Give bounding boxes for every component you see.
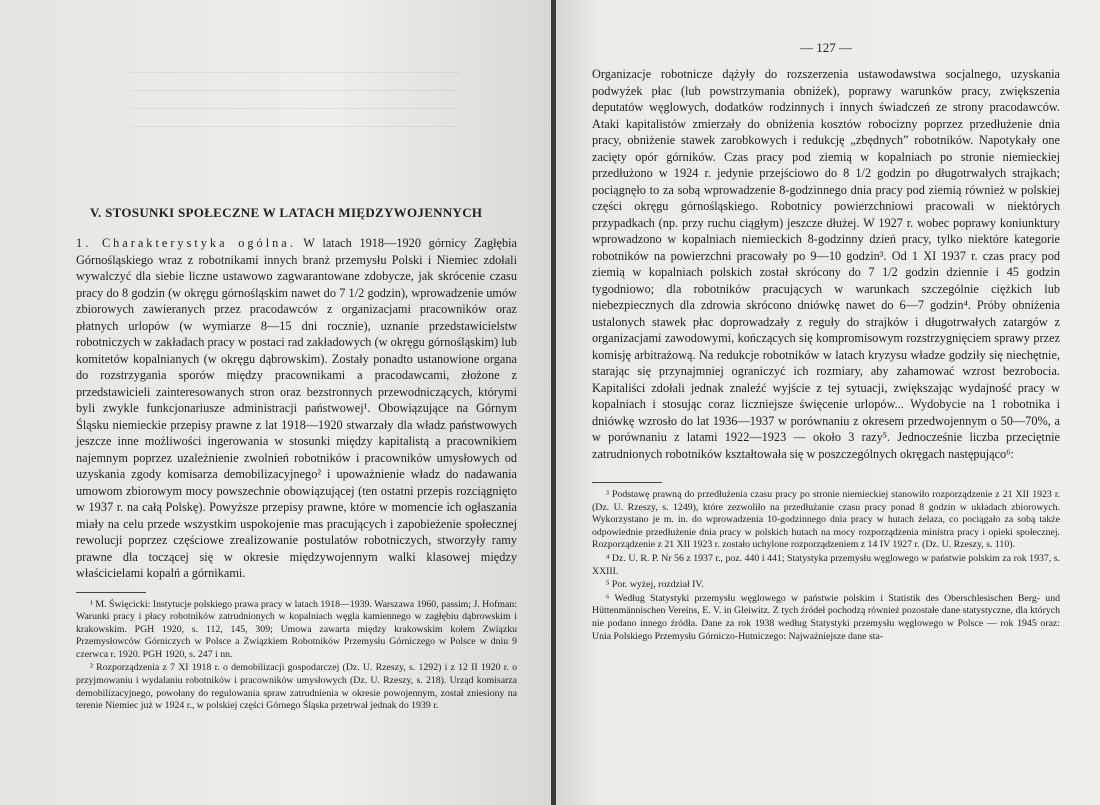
- bleed-through-text: [130, 72, 460, 132]
- left-paragraph: [76, 235, 517, 582]
- right-footnotes: [592, 489, 1060, 643]
- footnote-separator: [76, 592, 146, 593]
- left-paragraph-text: W latach 1918—1920 górnicy Zagłębia Górnośląskiego wraz z robotnikami innych branż przemysłu Polski i Niemiec zdołali wywalczyć dla siebie liczne ustawowo zagwarantowane zdobycze, jak skrócenie czasu pracy do 8 godzin (w okręgu górnośląskim nawet do 7 1/2 godzin), wprowadzenie umów zbiorowych zawieranych przez pracodawców z organizacjami pracowników oraz płatnych urlopów (w wymiarze 8—15 dni rocznie), uznanie przedstawicielstw robotniczych w zakładach pracy w postaci rad zakładowych (w okręgu górnośląskim) lub komitetów kopalnianych (w okręgu dąbrowskim). Zostały ponadto ustanowione organa do rozstrzygania sporów między pracownikami a pracodawcami, złożone z przedstawicieli zainteresowanych stron oraz bezstronnych przewodniczących, którymi byli zwykle funkcjonariusze administracji państwowej¹. Obowiązujące na Górnym Śląsku niemieckie przepisy prawne z lat 1918—1920 stwarzały dla władz państwowych jeszcze inne możliwości ingerowania w stosunki między kapitalistą a pracownikiem najemnym poprzez uzależnienie zwolnień robotników i pracowników umysłowych od uzyskania zgody komisarza demobilizacyjnego² i upoważnienie władz do nadawania umowom zbiorowym mocy powszechnie obowiązującej (ten ostatni przepis rozciągnięto w 1937 r. na całą Polskę). Powyższe przepisy prawne, które w momencie ich ogłaszania miały na celu przede wszystkim uspokojenie mas pracujących i zapobieżenie społecznej rewolucji poprzez częściowe zrealizowanie postulatów robotniczych, stworzyły ramy prawne dla toczącej się w okresie międzywojennym walki klasowej między właścicielami kopalń a górnikami.: [76, 236, 517, 580]
- section-heading: 1. Charakterystyka ogólna.: [76, 236, 296, 250]
- footnote-5: ⁵ Por. wyżej, rozdział IV.: [606, 579, 704, 591]
- footnote-1: ¹ M. Święcicki: Instytucje polskiego prawa pracy w latach 1918—1939. Warszawa 1960, passim; J. Hofman: Warunki pracy i płacy robotników zatrudnionych w kopalniach węgla kamiennego w zagłębiu dąbrowskim i krakowskim. PGH 1920, s. 112, 145, 309; Umowa zawarta między krakowskim kołem Związku Przemysłowców Górniczych w Polsce a Związkiem Robotników Przemysłu Górniczego w Polsce w dniu 9 czerwca r. 1920. PGH 1920, s. 247 i nn.: [76, 598, 517, 660]
- footnote-2: ² Rozporządzenia z 7 XI 1918 r. o demobilizacji gospodarczej (Dz. U. Rzeszy, s. 1292) i z 12 II 1920 r. o przyjmowaniu i wydalaniu robotników i pracowników umysłowych (Dz. U. Rzeszy, s. 218). Urząd komisarza demobilizacyjnego, powołany do regulowania spraw zatrudnienia w okresie powojennym, został zniesiony na terenie Niemiec już w 1924 r., w polskiej części Górnego Śląska przetrwał jednak do 1939 r.: [76, 662, 517, 712]
- footnote-3: ³ Podstawę prawną do przedłużenia czasu pracy po stronie niemieckiej stanowiło rozporządzenie z 21 XII 1923 r. (Dz. U. Rzeszy, s. 1249), które zezwoliło na przedłużanie czasu pracy ponad 8 godzin w układach zbiorowych. Wykorzystano je m. in. do wprowadzenia 10-godzinnego dnia pracy w hutach żelaza, co pociągało za sobą także odpowiednie przedłużenie dnia pracy w polskich hutach na mocy rozporządzenia ministra pracy i opieki społecznej. Rozporządzenie z 21 XII 1923 r. zostało uchylone rozporządzeniem z 14 IV 1927 r. (Dz. U. Rzeszy, s. 110).: [592, 489, 1060, 551]
- left-footnotes: [76, 599, 517, 713]
- footnote-6: ⁶ Według Statystyki przemysłu węglowego w państwie polskim i Statistik des Oberschlesischen Berg- und Hüttenmännischen Vereins, E. V. in Gleiwitz. Z tych źródeł pochodzą również pozostałe dane statystyczne, dla których nie podano innego źródła. Dane za rok 1938 według Statystyki przemysłu węglowego w Polsce — rok 1945 oraz: Unia Polskiego Przemysłu Górniczo-Hutniczego: Najważniejsze dane sta-: [592, 592, 1060, 642]
- right-page: [556, 0, 1100, 805]
- footnote-separator: [592, 482, 662, 483]
- footnote-4: ⁴ Dz. U. R. P. Nr 56 z 1937 r., poz. 440 i 441; Statystyka przemysłu węglowego w państwie polskim za rok 1937, s. XXIII.: [592, 552, 1060, 577]
- right-paragraph: Organizacje robotnicze dążyły do rozszerzenia ustawodawstwa socjalnego, uzyskania podwyżek płac (lub powstrzymania obniżek), poprawy warunków pracy, zwiększenia deputatów węglowych, dodatków rodzinnych i innych świadczeń ze strony pracodawców. Ataki kapitalistów zmierzały do obniżenia kosztów robocizny poprzez przedłużenie dnia pracy, obniżenie stawek zarobkowych i redukcję „zbędnych” robotników. Napotykały one zacięty opór górników. Czas pracy pod ziemią w kopalniach po stronie niemieckiej przedłużono w 1924 r. jedynie przejściowo do 8 1/2 godzin po długotrwałych strajkach; pociągnęło to za sobą wprowadzenie 8-godzinnego dnia pracy pod ziemią również w polskiej części okręgu górnośląskiego. Robotnicy powierzchniowi pracowali w niektórych przypadkach (np. przy ruchu ciągłym) jeszcze dłużej. W 1927 r. wobec poprawy koniunktury wprowadzono w kopalniach niemieckich 8-godzinny dzień pracy, tylko niektóre kategorie robotników na powierzchni pracowały po 9—10 godzin³. Od 1 XI 1937 r. czas pracy pod ziemią w kopalniach polskich został skrócony do 7 1/2 godzin dziennie i 45 godzin tygodniowo; dla robotników pracujących w warunkach szczególnie ciężkich lub niebezpiecznych dla zdrowia skrócono dniówkę nawet do 6—7 godzin⁴. Próby obniżenia ustalonych stawek płac doprowadzały z reguły do strajków i długotrwałych zatargów z organizacjami zawodowymi, kończących się kompromisowym rozstrzygnięciem sprawy przez komisję arbitrażową. Na redukcje robotników w latach kryzysu władze godziły się niechętnie, starając się przynajmniej ograniczyć ich rozmiary, aby zahamować wzrost bezrobocia. Kapitaliści zdołali jednak znaleźć wyjście z tej sytuacji, zwiększając wydajność pracy w kopalniach i stosując coraz liczniejsze święcenie urlopów... Wydobycie na 1 robotnika i dniówkę wzrosło do lat 1936—1937 w porównaniu z okresem przedwojennym o 50—70%, a w porównaniu z latami 1922—1923 — około 3 razy⁵. Jednocześnie liczba przeciętnie zatrudnionych robotników kształtowała się w poszczególnych okręgach następująco⁶:: [592, 67, 1060, 461]
- chapter-title: V. STOSUNKI SPOŁECZNE W LATACH MIĘDZYWOJENNYCH: [90, 205, 483, 220]
- page-number: — 127 —: [800, 40, 852, 55]
